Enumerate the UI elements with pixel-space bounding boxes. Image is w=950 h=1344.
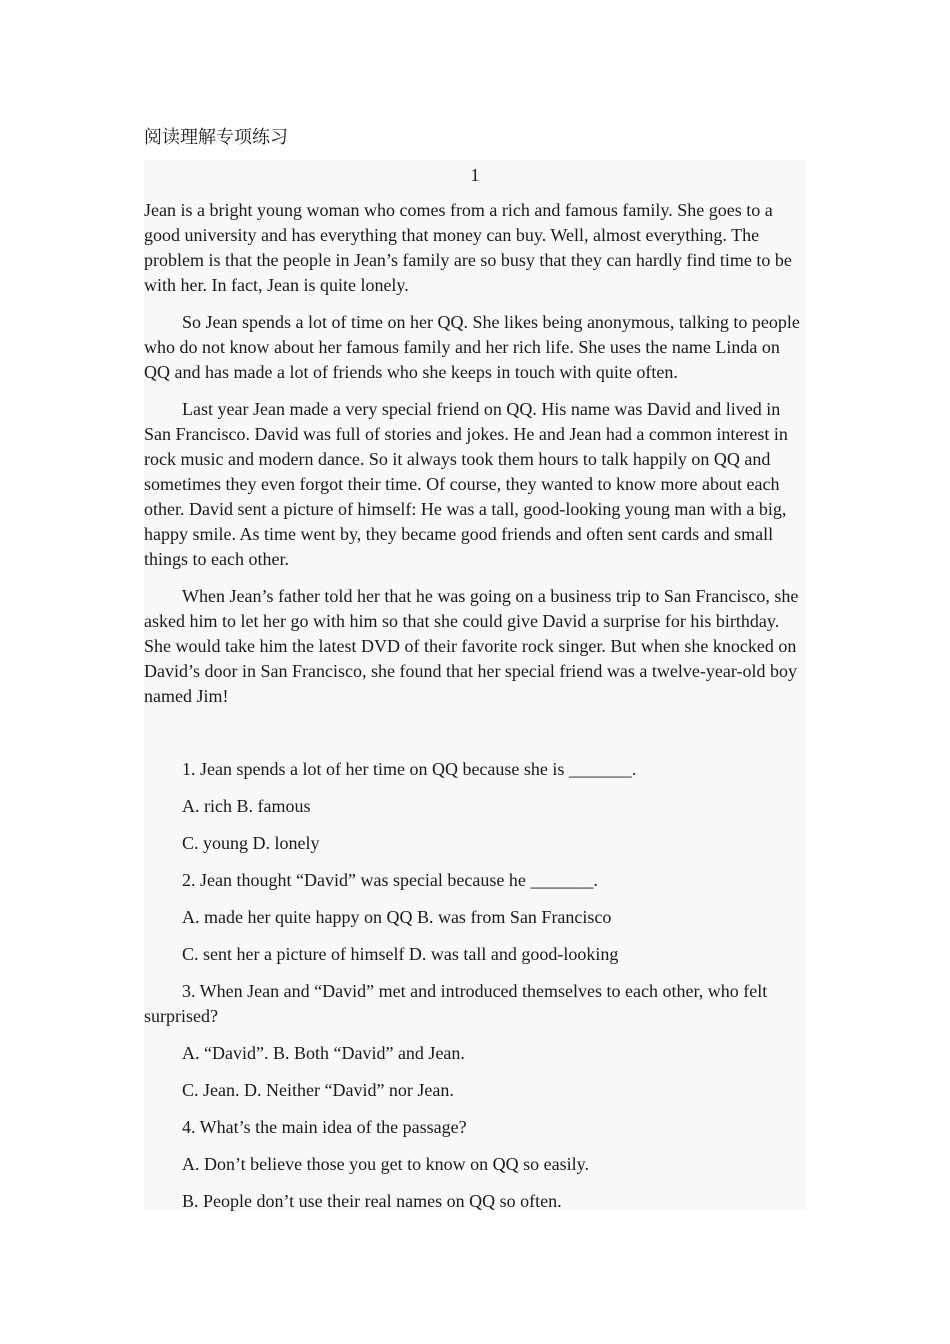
- question-4-option-a: A. Don’t believe those you get to know on QQ so easily.: [182, 1154, 589, 1174]
- question-1-options-cd: C. young D. lonely: [182, 833, 320, 853]
- passage-paragraph: Jean is a bright young woman who comes from a rich and famous family. She goes to a good university and has everything that money can buy. Well, almost everything. The problem is that the people in Jean’s family are so busy that they can hardly find time to be with her. In fact, Jean is quite lonely.: [144, 200, 792, 295]
- passage-paragraph: When Jean’s father told her that he was going on a business trip to San Francisco, she asked him to let her go with him so that she could give David a surprise for his birthday. She would take him the latest DVD of their favorite rock singer. But when she knocked on David’s door in San Francisco, she found that her special friend was a twelve-year-old boy named Jim!: [144, 586, 799, 706]
- question-2-stem: 2. Jean thought “David” was special because he _______.: [182, 870, 598, 890]
- question-4-option-b: B. People don’t use their real names on QQ so often.: [182, 1191, 562, 1211]
- question-list: [144, 757, 806, 1214]
- question-2-options-ab: A. made her quite happy on QQ B. was from San Francisco: [182, 907, 612, 927]
- passage-paragraph: So Jean spends a lot of time on her QQ. She likes being anonymous, talking to people who do not know about her famous family and her rich life. She uses the name Linda on QQ and has made a lot of friends who she keeps in touch with quite often.: [144, 312, 800, 382]
- question-3-options-cd: C. Jean. D. Neither “David” nor Jean.: [182, 1080, 454, 1100]
- question-3-options-ab: A. “David”. B. Both “David” and Jean.: [182, 1043, 465, 1063]
- document-body: [144, 160, 806, 1210]
- section-number: 1: [470, 165, 480, 185]
- passage-paragraph: Last year Jean made a very special friend on QQ. His name was David and lived in San Francisco. David was full of stories and jokes. He and Jean had a common interest in rock music and modern dance. So it always took them hours to talk happily on QQ and sometimes they even forgot their time. Of course, they wanted to know more about each other. David sent a picture of himself: He was a tall, good-looking young man with a big, happy smile. As time went by, they became good friends and often sent cards and small things to each other.: [144, 399, 788, 569]
- question-2-options-cd: C. sent her a picture of himself D. was tall and good-looking: [182, 944, 619, 964]
- question-1-options-ab: A. rich B. famous: [182, 796, 311, 816]
- question-4-stem: 4. What’s the main idea of the passage?: [182, 1117, 467, 1137]
- question-3-stem: 3. When Jean and “David” met and introduced themselves to each other, who felt surprised?: [144, 981, 768, 1026]
- reading-passage: [144, 198, 806, 709]
- question-1-stem: 1. Jean spends a lot of her time on QQ because she is _______.: [182, 759, 637, 779]
- document-title: 阅读理解专项练习: [144, 127, 288, 148]
